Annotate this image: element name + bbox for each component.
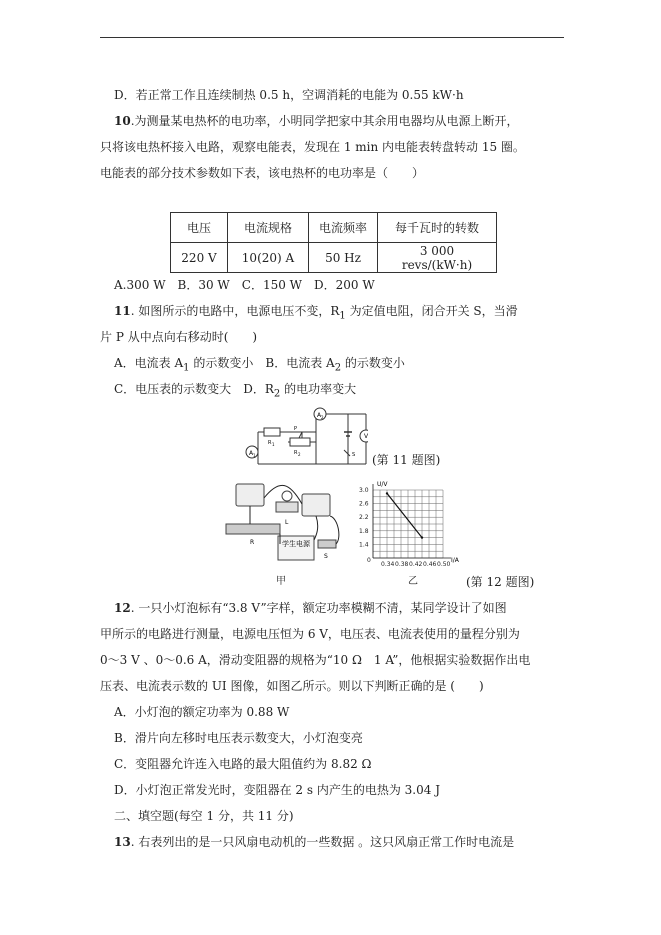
a2-label: A	[317, 412, 322, 419]
table-header-row	[171, 213, 497, 243]
table-cell: 220 V	[171, 243, 228, 273]
chart-x-tick-label: 0.46	[423, 561, 437, 568]
q13-line1-text: . 右表列出的是一只风扇电动机的一些数据 。这只风扇正常工作时电流是	[130, 835, 515, 849]
q13-line1	[114, 834, 514, 850]
rheostat-label: R	[250, 539, 255, 546]
r2-label: R	[294, 450, 298, 456]
q11-line2: 片 P 从中点向右移动时( )	[100, 330, 258, 344]
q11-opt-d-sub: 2	[273, 388, 281, 400]
chart-y-tick-label: 3.0	[359, 487, 369, 494]
q10-line1	[114, 113, 519, 129]
q11-opt-b-sub: 2	[334, 362, 342, 374]
q12-opt-b: B．滑片向左移时电压表示数变大，小灯泡变亮	[114, 731, 363, 745]
q13-number: 13	[114, 835, 131, 849]
q10-line3: 电能表的部分技术参数如下表，该电热杯的电功率是（ ）	[100, 166, 425, 180]
lamp-label: L	[285, 519, 289, 526]
lamp-base	[276, 502, 298, 512]
chart-x-label: I/A	[451, 557, 459, 564]
top-rule	[100, 37, 564, 38]
q11-options-ab	[114, 355, 405, 376]
table-header: 电流频率	[309, 213, 378, 243]
q11-opt-a	[114, 356, 254, 374]
chart-y-tick-label: 2.6	[359, 500, 369, 508]
chart-origin-label: 0	[367, 557, 371, 564]
chart-y-tick-label: 1.4	[359, 541, 369, 549]
q12-line4: 压表、电流表示数的 UI 图像，如图乙所示。则以下判断正确的是 ( )	[100, 679, 484, 693]
q11-line1-sub: 1	[339, 310, 346, 322]
q9-option-d: D．若正常工作且连续制热 0.5 h，空调消耗的电能为 0.55 kW·h	[114, 88, 464, 102]
q11-opt-b	[265, 356, 405, 374]
q11-opt-d	[243, 382, 357, 400]
label-jia: 甲	[276, 576, 286, 587]
chart-y-tick-label: 2.2	[359, 514, 369, 522]
q12-opt-d: D．小灯泡正常发光时，变阻器在 2 s 内产生的电热为 3.04 J	[114, 783, 441, 797]
r2-label-sub: 2	[298, 452, 301, 457]
chart-point	[386, 492, 388, 494]
q10-options: A.300 W B．30 W C．150 W D．200 W	[114, 278, 375, 292]
table-header: 电流规格	[228, 213, 309, 243]
q11-circuit-figure	[228, 402, 368, 472]
q11-opt-b-post: 的示数变小	[341, 356, 405, 370]
q11-line1	[114, 303, 518, 324]
table-header: 电压	[171, 213, 228, 243]
q12-number: 12	[114, 601, 131, 615]
a1-label: A	[249, 450, 254, 457]
q12-line2: 甲所示的电路进行测量，电源电压恒为 6 V，电压表、电流表使用的量程分别为	[100, 627, 520, 641]
table-header: 每千瓦时的转数	[378, 213, 497, 243]
chart-point	[421, 536, 423, 538]
r1-resistor	[264, 428, 280, 436]
chart-y-label: U/V	[377, 481, 388, 488]
s-label: S	[352, 452, 356, 458]
q12-opt-a: A．小灯泡的额定功率为 0.88 W	[114, 705, 290, 719]
table-cell: 10(20) A	[228, 243, 309, 273]
q12-opt-c: C．变阻器允许连入电路的最大阻值约为 8.82 Ω	[114, 757, 372, 771]
q11-opt-c: C．电压表的示数变大	[114, 382, 232, 396]
p-label: P	[294, 426, 298, 432]
q11-opt-a-pre: A．电流表 A	[114, 356, 184, 370]
q12-figure-caption: (第 12 题图)	[466, 575, 535, 589]
chart-grid	[373, 484, 451, 558]
q11-number: 11	[114, 304, 131, 318]
q12-line3: 0～3 V 、0～0.6 A，滑动变阻器的规格为“10 Ω 1 A”，他根据实验数据作出电	[100, 653, 531, 667]
ammeter-meter	[302, 494, 330, 516]
switch-label: S	[324, 553, 328, 560]
q11-line1-a: . 如图所示的电路中，电源电压不变，R	[130, 304, 340, 318]
q10-line1-text: .为测量某电热杯的电功率，小明同学把家中其余用电器均从电源上断开，	[130, 114, 519, 128]
rheostat-bar	[226, 524, 280, 534]
q10-line2: 只将该电热杯接入电路，观察电能表，发现在 1 min 内电能表转盘转动 15 圈。	[100, 140, 525, 154]
r2-rheostat	[290, 438, 310, 446]
label-yi: 乙	[408, 576, 418, 587]
q11-figure-caption: (第 11 题图)	[372, 453, 441, 467]
table-row	[171, 243, 497, 273]
v-label: V	[364, 433, 368, 440]
q12-apparatus-figure	[210, 478, 360, 570]
q11-opt-a-post: 的示数变小	[189, 356, 254, 370]
q11-opt-b-pre: B．电流表 A	[265, 356, 335, 370]
table-cell: 50 Hz	[309, 243, 378, 273]
q12-line1	[114, 600, 507, 616]
chart-y-tick-label: 1.8	[359, 527, 369, 535]
q11-opt-a-sub: 1	[183, 362, 190, 374]
chart-x-tick-label: 0.38	[395, 561, 409, 568]
switch-body	[318, 540, 336, 548]
section-2-heading: 二、填空题(每空 1 分，共 11 分)	[114, 809, 294, 823]
chart-x-tick-label: 0.42	[409, 561, 423, 568]
r1-label-sub: 1	[272, 442, 275, 447]
q11-line1-b: 为定值电阻，闭合开关 S，当滑	[345, 304, 518, 318]
r1-label: R	[268, 440, 272, 446]
chart-series	[386, 492, 423, 539]
q11-options-cd	[114, 381, 356, 402]
power-supply-label: 学生电源	[282, 540, 310, 548]
bulb-icon	[282, 491, 292, 501]
chart-x-tick-label: 0.34	[381, 561, 395, 568]
q12-line1-text: . 一只小灯泡标有“3.8 V”字样，额定功率模糊不清，某同学设计了如图	[130, 601, 507, 615]
q12-ui-chart	[355, 478, 470, 578]
table-cell: 3 000 revs/(kW·h)	[378, 243, 497, 273]
a1-label-sub: 1	[253, 453, 256, 458]
q11-opt-d-pre: D．R	[243, 382, 274, 396]
chart-x-tick-label: 0.50	[437, 561, 451, 568]
voltmeter-meter	[236, 484, 264, 506]
q10-number: 10	[114, 114, 131, 128]
a2-label-sub: 2	[321, 415, 324, 420]
meter-spec-table	[170, 212, 497, 273]
q11-opt-d-post: 的电功率变大	[280, 382, 357, 396]
